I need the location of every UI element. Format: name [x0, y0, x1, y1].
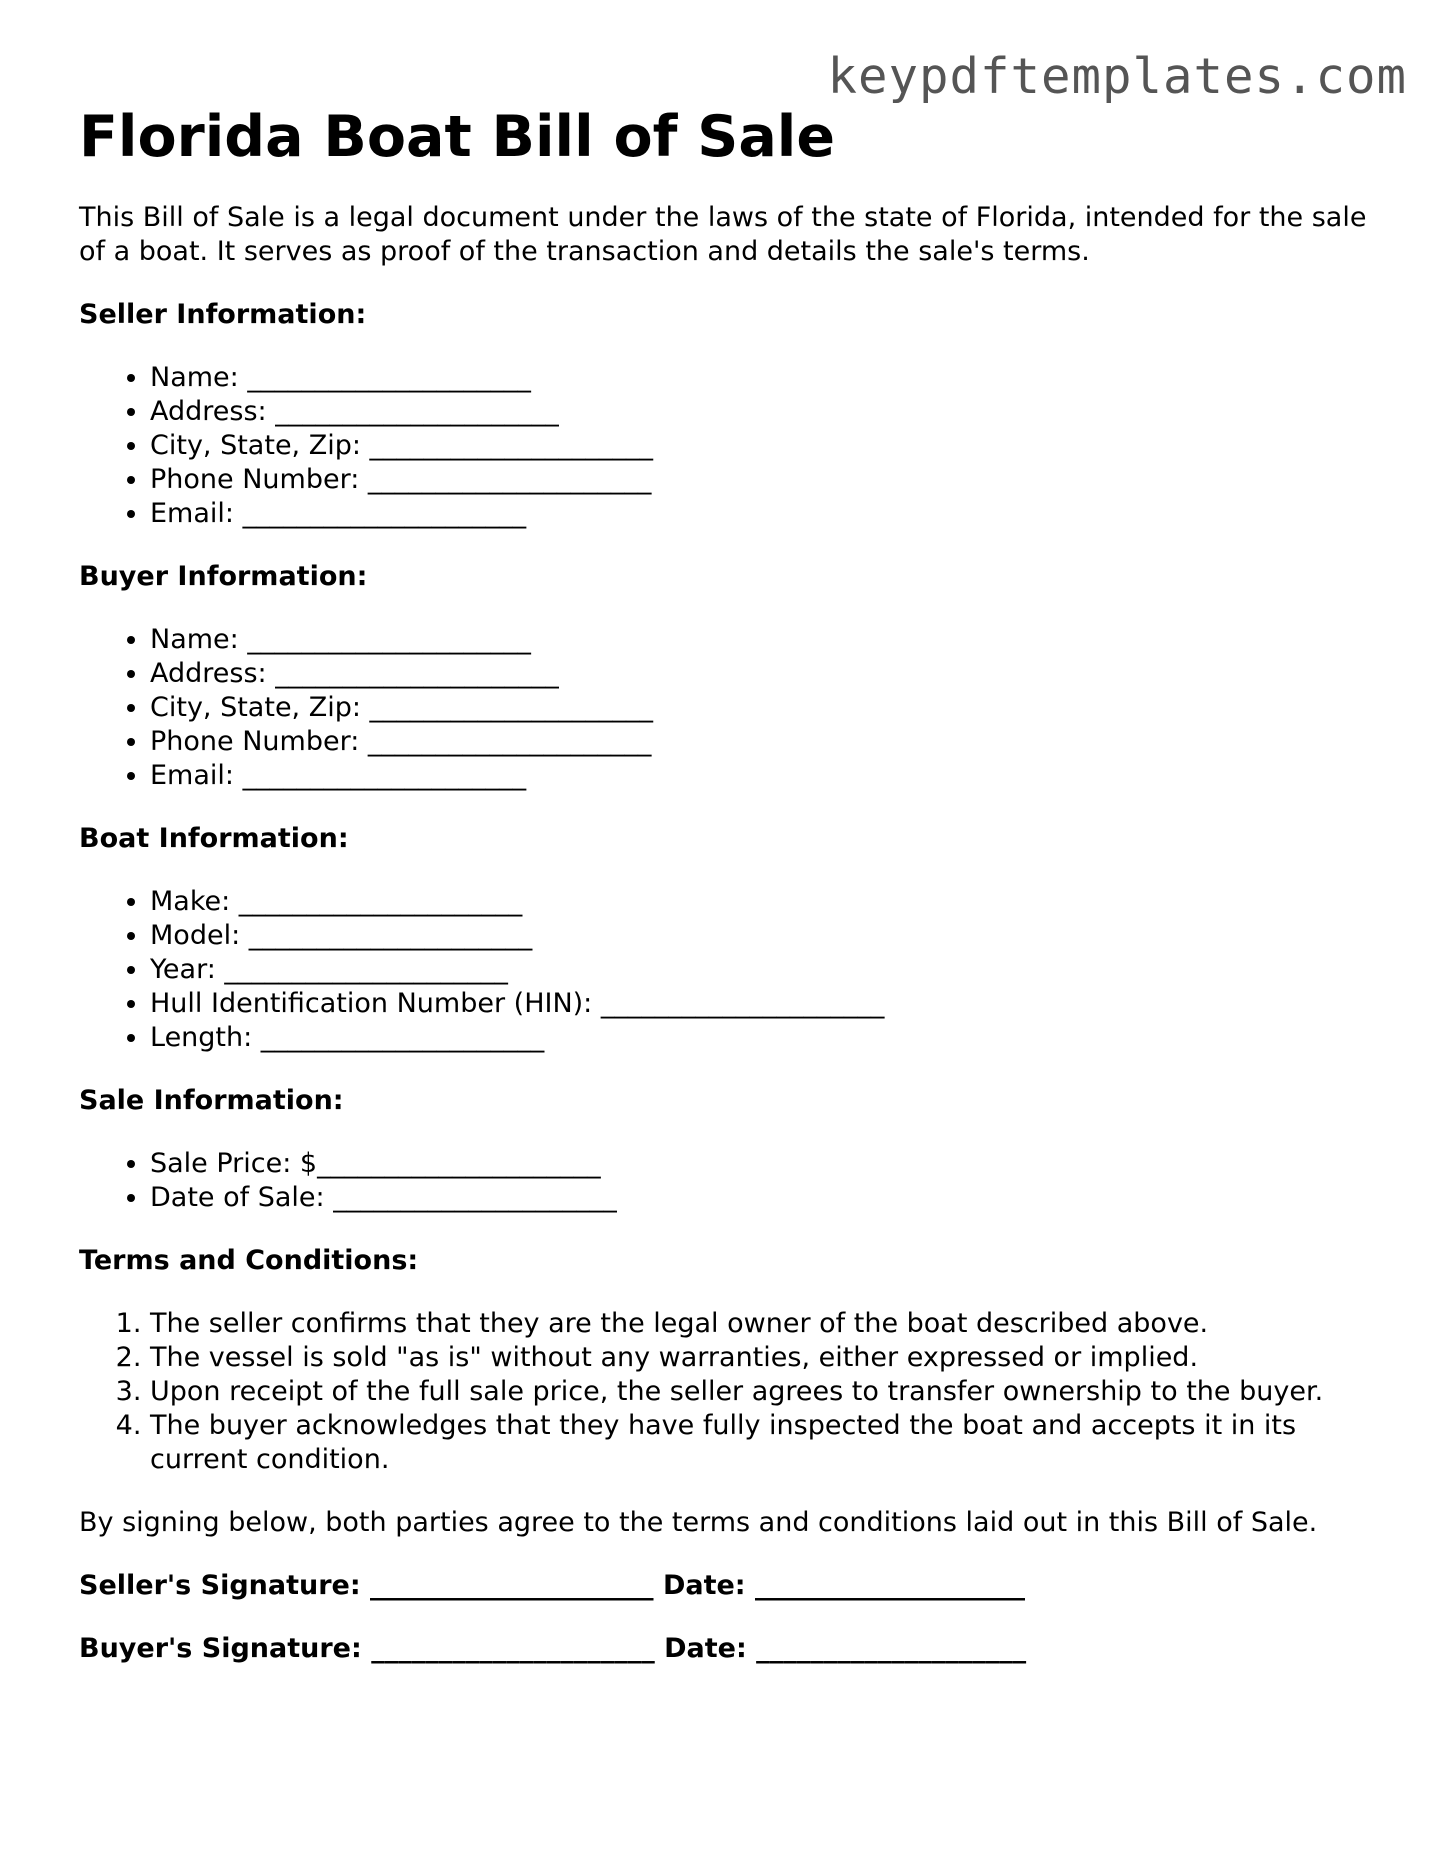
buyer-email-field: • Email: _____________________ [150, 759, 1379, 793]
boat-heading: Boat Information: [79, 823, 349, 854]
seller-name-field: • Name: _____________________ [150, 361, 1379, 395]
terms-heading: Terms and Conditions: [79, 1245, 419, 1276]
sale-date-field: • Date of Sale: _____________________ [150, 1181, 1379, 1215]
sale-fields [79, 1147, 1379, 1215]
document-content [79, 98, 1379, 1666]
boat-model-field: • Model: _____________________ [150, 919, 1379, 953]
seller-email-field: • Email: _____________________ [150, 497, 1379, 531]
sale-heading: Sale Information: [79, 1085, 344, 1116]
seller-fields [79, 361, 1379, 531]
buyer-name-field: • Name: _____________________ [150, 623, 1379, 657]
seller-signature-line: Seller's Signature: _____________________ Date: ____________________ [79, 1570, 1026, 1601]
buyer-address-field: • Address: _____________________ [150, 657, 1379, 691]
seller-heading: Seller Information: [79, 299, 367, 330]
buyer-city-state-zip-field: • City, State, Zip: _____________________ [150, 691, 1379, 725]
terms-item: 2. The vessel is sold "as is" without any warranties, either expressed or implied. [150, 1341, 1379, 1375]
watermark: keypdftemplates.com [827, 48, 1407, 105]
boat-hin-field: • Hull Identification Number (HIN): _____________________ [150, 987, 1379, 1021]
boat-year-field: • Year: _____________________ [150, 953, 1379, 987]
intro-paragraph: This Bill of Sale is a legal document under the laws of the state of Florida, intended for the sale of a boat. It serves as proof of the transaction and details the sale's terms. [79, 202, 1367, 267]
boat-make-field: • Make: _____________________ [150, 885, 1379, 919]
sale-price-field: • Sale Price: $_____________________ [150, 1147, 1379, 1181]
terms-item: 4. The buyer acknowledges that they have fully inspected the boat and accepts it in its current condition. [150, 1409, 1379, 1477]
seller-address-field: • Address: _____________________ [150, 395, 1379, 429]
seller-city-state-zip-field: • City, State, Zip: _____________________ [150, 429, 1379, 463]
buyer-phone-field: • Phone Number: _____________________ [150, 725, 1379, 759]
closing-paragraph: By signing below, both parties agree to the terms and conditions laid out in this Bill of Sale. [79, 1507, 1318, 1538]
buyer-heading: Buyer Information: [79, 561, 368, 592]
boat-fields [79, 885, 1379, 1055]
terms-item: 1. The seller confirms that they are the legal owner of the boat described above. [150, 1307, 1379, 1341]
seller-phone-field: • Phone Number: _____________________ [150, 463, 1379, 497]
document-title: Florida Boat Bill of Sale [79, 104, 835, 170]
terms-list [79, 1307, 1379, 1477]
terms-item: 3. Upon receipt of the full sale price, the seller agrees to transfer ownership to the buyer. [150, 1375, 1379, 1409]
buyer-fields [79, 623, 1379, 793]
boat-length-field: • Length: _____________________ [150, 1021, 1379, 1055]
buyer-signature-line: Buyer's Signature: _____________________ Date: ____________________ [79, 1633, 1027, 1664]
